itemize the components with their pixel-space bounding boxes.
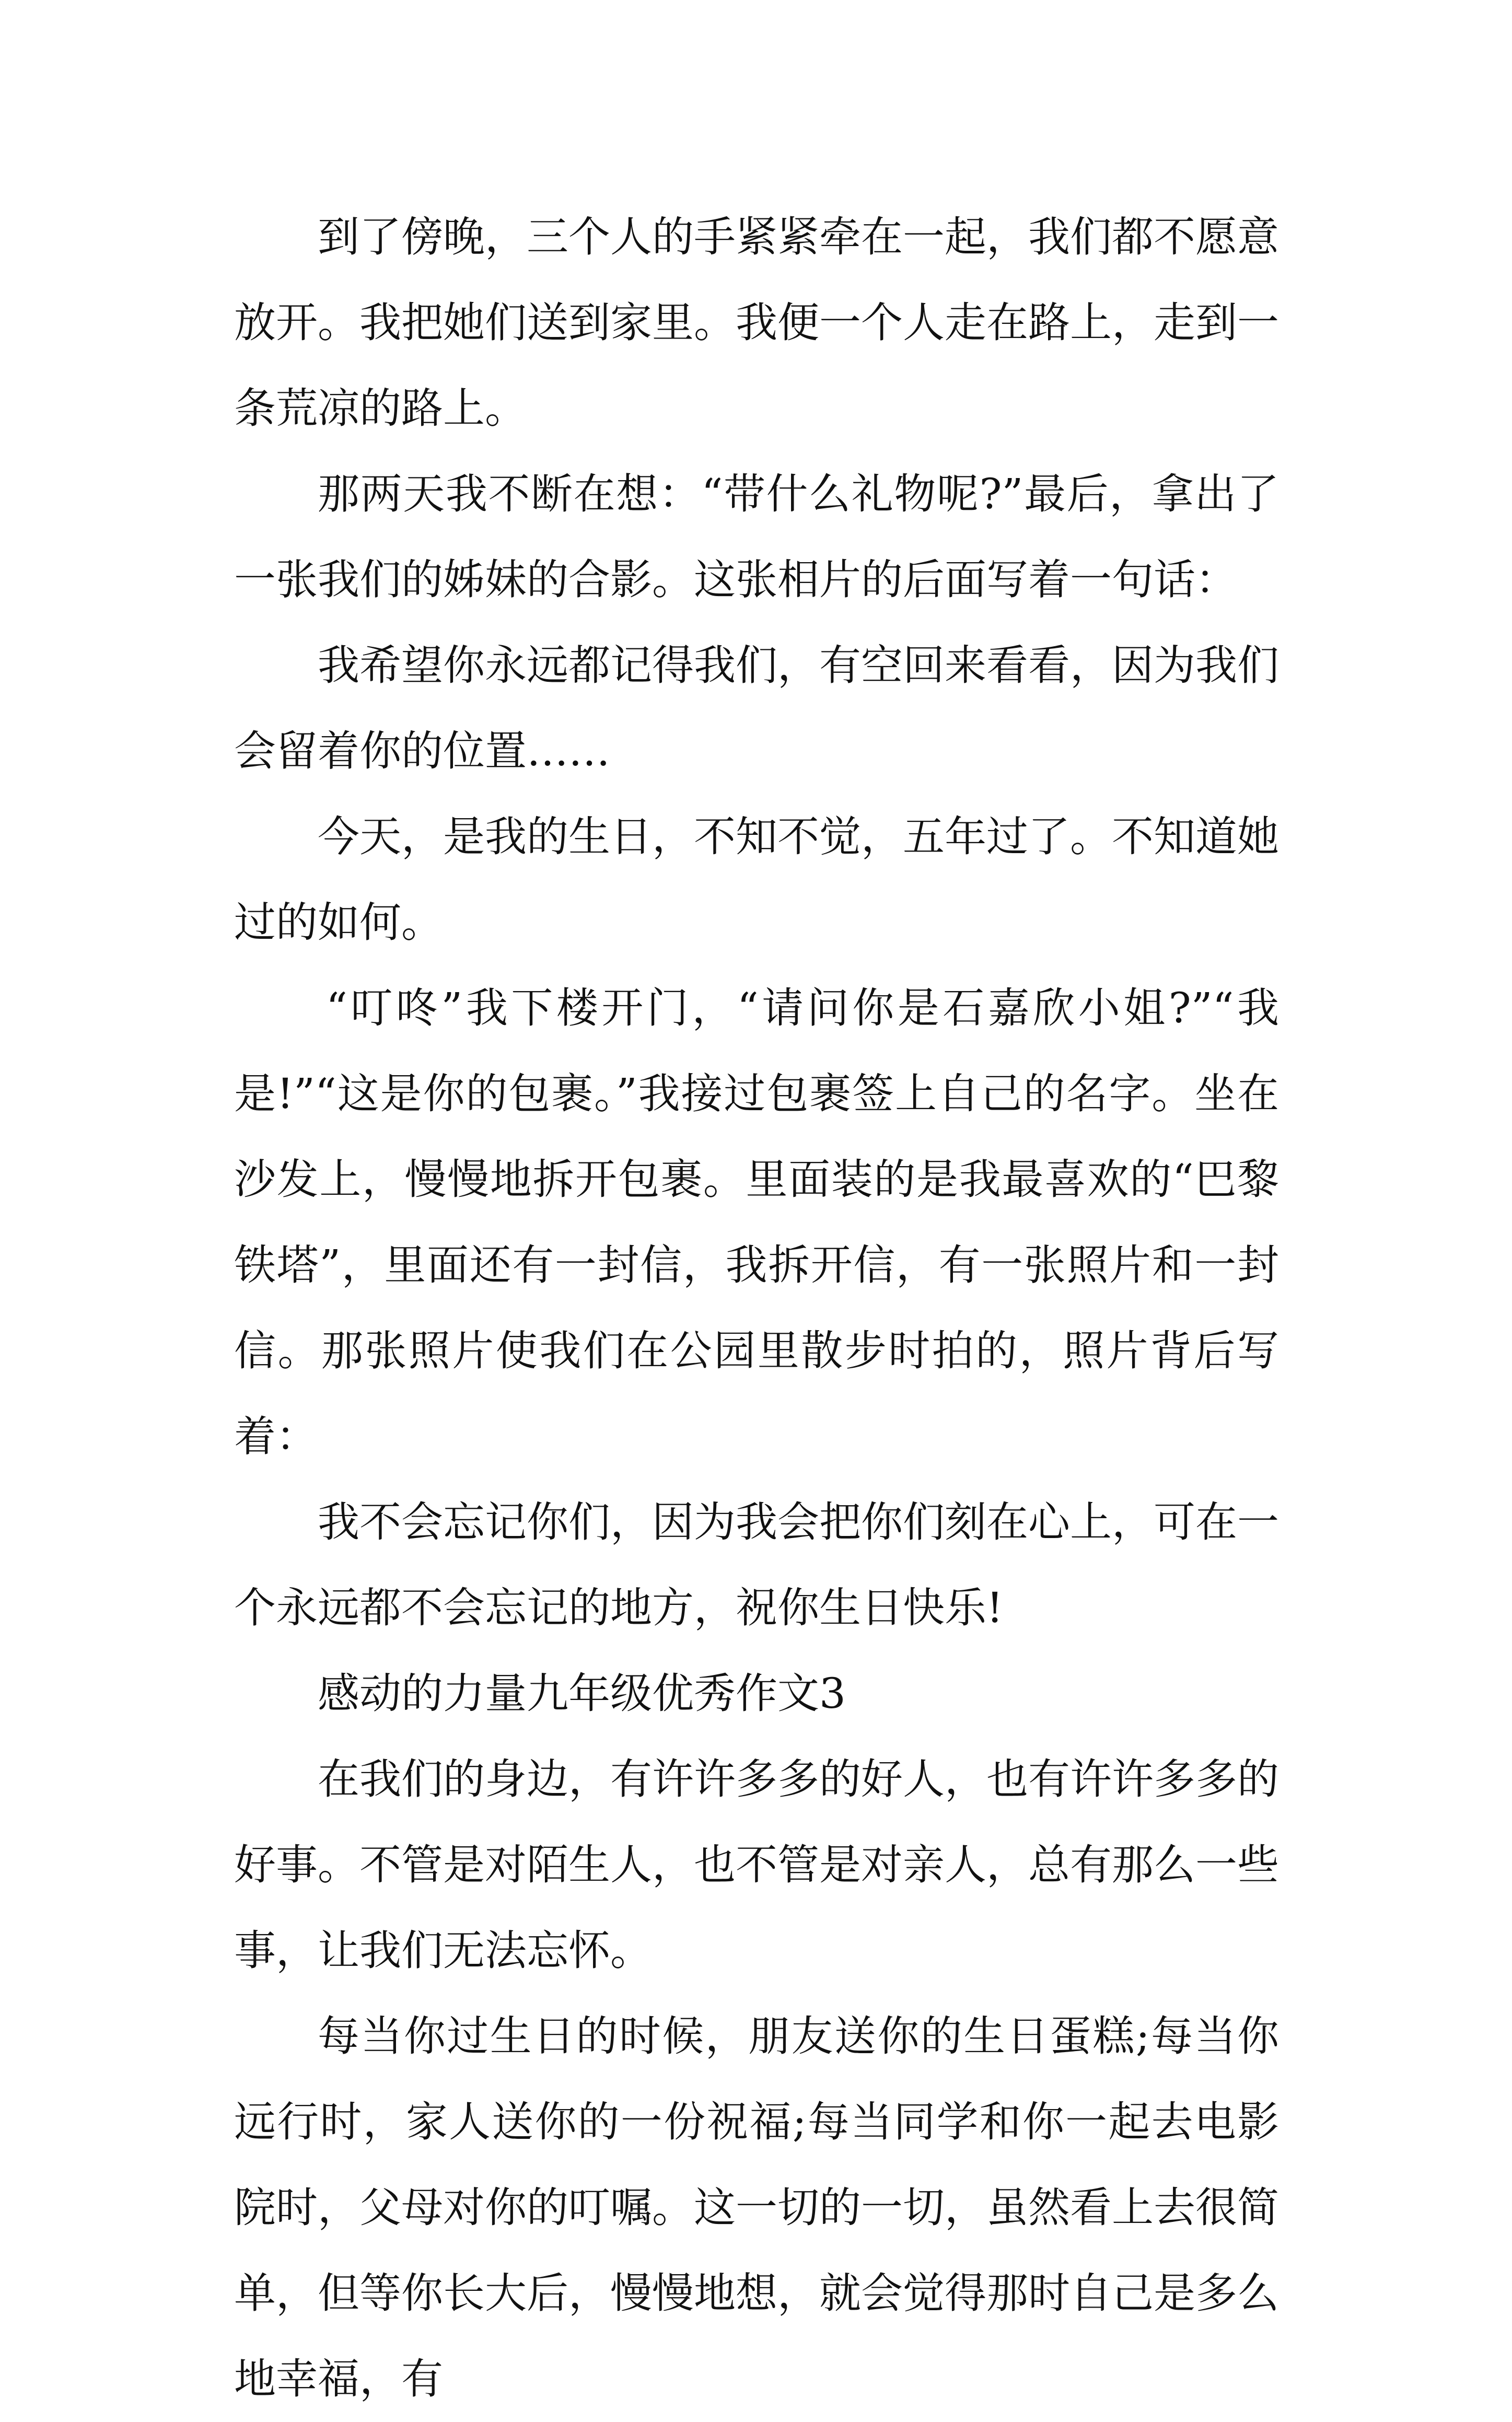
paragraph-4: 今天，是我的生日，不知不觉，五年过了。不知道她过的如何。 — [234, 812, 1279, 947]
paragraph-6: 我不会忘记你们，因为我会把你们刻在心上，可在一个永远都不会忘记的地方，祝你生日快乐! — [234, 1498, 1279, 1632]
paragraph-8: 每当你过生日的时候，朋友送你的生日蛋糕;每当你远行时，家人送你的一份祝福;每当同学和你一起去电影院时，父母对你的叮嘱。这一切的一切，虽然看上去很简单，但等你长大后，慢慢地想，就会觉得那时自己是多么地幸福，有 — [234, 2012, 1279, 2403]
paragraph-3: 我希望你永远都记得我们，有空回来看看，因为我们会留着你的位置…… — [234, 641, 1279, 775]
paragraph-2: 那两天我不断在想：“带什么礼物呢?”最后，拿出了一张我们的姊妹的合影。这张相片的后面写着一句话： — [234, 470, 1279, 604]
section-heading: 感动的力量九年级优秀作文3 — [318, 1669, 846, 1718]
paragraph-5: “叮咚”我下楼开门，“请问你是石嘉欣小姐?”“我是!”“这是你的包裹。”我接过包裹签上自己的名字。坐在沙发上，慢慢地拆开包裹。里面装的是我最喜欢的“巴黎铁塔”，里面还有一封信，我拆开信，有一张照片和一封信。那张照片使我们在公园里散步时拍的，照片背后写着： — [234, 984, 1279, 1461]
paragraph-7: 在我们的身边，有许许多多的好人，也有许许多多的好事。不管是对陌生人，也不管是对亲人，总有那么一些事，让我们无法忘怀。 — [234, 1755, 1279, 1975]
document-body — [234, 194, 1279, 2422]
paragraph-1: 到了傍晚，三个人的手紧紧牵在一起，我们都不愿意放开。我把她们送到家里。我便一个人走在路上，走到一条荒凉的路上。 — [234, 213, 1279, 433]
